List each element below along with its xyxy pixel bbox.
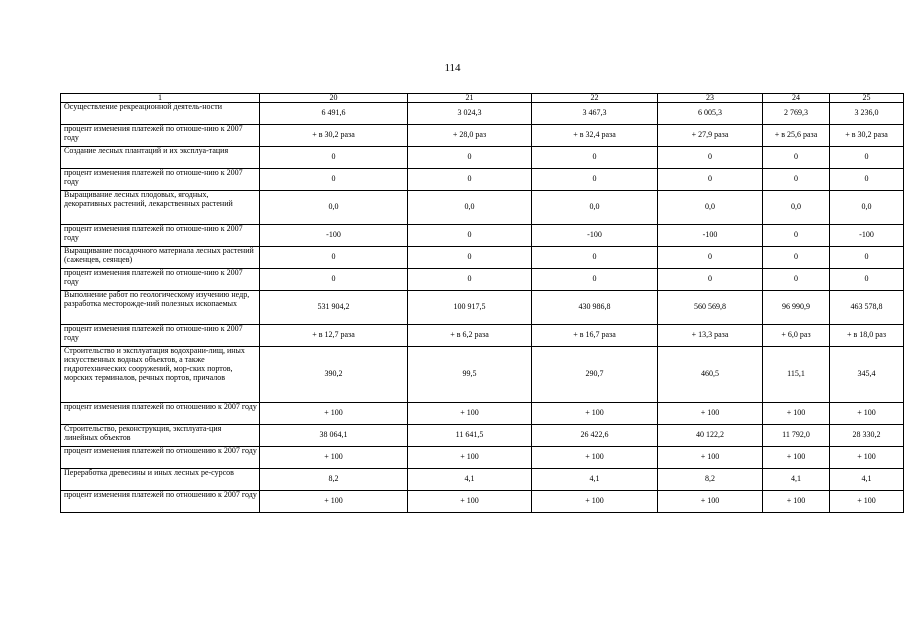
table-row [61, 191, 904, 225]
table-row [61, 147, 904, 169]
table-cell: 0 [532, 147, 658, 169]
row-label: процент изменения платежей по отноше-нию к 2007 году [61, 125, 260, 147]
table-cell: 0 [658, 147, 763, 169]
row-label: процент изменения платежей по отноше-нию к 2007 году [61, 325, 260, 347]
table-cell: + 100 [830, 403, 904, 425]
row-label: процент изменения платежей по отношению к 2007 году [61, 447, 260, 469]
table-cell: + 27,9 раза [658, 125, 763, 147]
table-cell: 0 [830, 247, 904, 269]
table-cell: + 100 [658, 403, 763, 425]
table-cell: 11 641,5 [408, 425, 532, 447]
table-row [61, 447, 904, 469]
table-cell: + 100 [260, 403, 408, 425]
header-row [61, 94, 904, 103]
table-cell: 0,0 [830, 191, 904, 225]
table-cell: 0 [408, 247, 532, 269]
table-cell: 115,1 [763, 347, 830, 403]
table-cell: 0 [260, 269, 408, 291]
table-cell: + в 25,6 раза [763, 125, 830, 147]
table-cell: 0 [658, 169, 763, 191]
table-cell: + 100 [830, 447, 904, 469]
row-label: Осуществление рекреационной деятель-ности [61, 103, 260, 125]
page-number: 114 [444, 62, 461, 74]
table-cell: 0 [830, 269, 904, 291]
table-cell: 99,5 [408, 347, 532, 403]
table-cell: 0 [763, 225, 830, 247]
table-cell: 430 986,8 [532, 291, 658, 325]
table-cell: 0,0 [532, 191, 658, 225]
table-cell: 0 [408, 225, 532, 247]
table-cell: 0 [763, 247, 830, 269]
table-cell: 0 [408, 269, 532, 291]
table-row [61, 491, 904, 513]
column-header: 23 [658, 94, 763, 103]
table-cell: + 100 [408, 403, 532, 425]
table-cell: 0 [763, 169, 830, 191]
table-cell: 6 491,6 [260, 103, 408, 125]
table-row [61, 247, 904, 269]
table-cell: -100 [658, 225, 763, 247]
table-cell: 0 [532, 269, 658, 291]
table-cell: 8,2 [658, 469, 763, 491]
table-cell: + в 6,2 раза [408, 325, 532, 347]
table-cell: + 100 [658, 491, 763, 513]
table-cell: -100 [830, 225, 904, 247]
column-header: 21 [408, 94, 532, 103]
row-label: Создание лесных плантаций и их эксплуа-тация [61, 147, 260, 169]
table-cell: 0 [830, 147, 904, 169]
table-cell: 26 422,6 [532, 425, 658, 447]
row-label: процент изменения платежей по отноше-нию к 2007 году [61, 169, 260, 191]
table-row [61, 103, 904, 125]
row-label: процент изменения платежей по отноше-нию к 2007 году [61, 225, 260, 247]
table-cell: 0 [763, 269, 830, 291]
row-label: процент изменения платежей по отношению к 2007 году [61, 491, 260, 513]
table-row [61, 291, 904, 325]
table-cell: + 100 [532, 403, 658, 425]
table-row [61, 469, 904, 491]
table-cell: + в 18,0 раз [830, 325, 904, 347]
row-label: Выращивание посадочного материала лесных растений (саженцев, сеянцев) [61, 247, 260, 269]
table-cell: 100 917,5 [408, 291, 532, 325]
table-row [61, 325, 904, 347]
table-row [61, 403, 904, 425]
table-cell: 0,0 [763, 191, 830, 225]
table-cell: 8,2 [260, 469, 408, 491]
table-cell: 28 330,2 [830, 425, 904, 447]
table-cell: + в 30,2 раза [830, 125, 904, 147]
table-row [61, 347, 904, 403]
table-row [61, 225, 904, 247]
table-cell: 4,1 [830, 469, 904, 491]
table-cell: + 6,0 раз [763, 325, 830, 347]
column-header: 22 [532, 94, 658, 103]
table-cell: + в 32,4 раза [532, 125, 658, 147]
table-cell: 38 064,1 [260, 425, 408, 447]
table-cell: 3 467,3 [532, 103, 658, 125]
table-cell: 40 122,2 [658, 425, 763, 447]
table-cell: + в 12,7 раза [260, 325, 408, 347]
table-cell: 0 [532, 247, 658, 269]
table-cell: + 100 [532, 491, 658, 513]
table-cell: 3 236,0 [830, 103, 904, 125]
table-cell: + 100 [658, 447, 763, 469]
table-cell: + 100 [830, 491, 904, 513]
table-cell: 96 990,9 [763, 291, 830, 325]
table-cell: 0 [532, 169, 658, 191]
row-label: Выполнение работ по геологическому изучению недр, разработка месторожде-ний полезных ископаемых [61, 291, 260, 325]
table-cell: -100 [532, 225, 658, 247]
table-cell: 0 [260, 147, 408, 169]
table-cell: 0 [830, 169, 904, 191]
column-header: 1 [61, 94, 260, 103]
row-label: Переработка древесины и иных лесных ре-сурсов [61, 469, 260, 491]
table-cell: + 100 [763, 491, 830, 513]
table-cell: + в 16,7 раза [532, 325, 658, 347]
row-label: Строительство и эксплуатация водохрани-лищ, иных искусственных водных объектов, а также гидротехнических сооружений, мор-ских портов, морских терминалов, речных портов, причалов [61, 347, 260, 403]
table-cell: 0 [658, 269, 763, 291]
table-cell: 345,4 [830, 347, 904, 403]
row-label: Строительство, реконструкция, эксплуата-ция линейных объектов [61, 425, 260, 447]
table-cell: 0,0 [408, 191, 532, 225]
table-cell: 0 [408, 147, 532, 169]
table-cell: + 28,0 раз [408, 125, 532, 147]
table-cell: 460,5 [658, 347, 763, 403]
table-row [61, 125, 904, 147]
column-header: 25 [830, 94, 904, 103]
table-cell: 4,1 [763, 469, 830, 491]
table-cell: + 100 [260, 447, 408, 469]
table-cell: 463 578,8 [830, 291, 904, 325]
table-cell: 4,1 [532, 469, 658, 491]
row-label: процент изменения платежей по отноше-нию к 2007 году [61, 269, 260, 291]
table-row [61, 269, 904, 291]
table-cell: + 100 [532, 447, 658, 469]
table-cell: 0 [658, 247, 763, 269]
row-label: Выращивание лесных плодовых, ягодных, декоративных растений, лекарственных растений [61, 191, 260, 225]
table-cell: 0 [763, 147, 830, 169]
table-cell: 0 [260, 169, 408, 191]
table-cell: + 100 [408, 447, 532, 469]
column-header: 24 [763, 94, 830, 103]
table-cell: + 13,3 раза [658, 325, 763, 347]
table-cell: + 100 [260, 491, 408, 513]
table-cell: 4,1 [408, 469, 532, 491]
table-cell: 531 904,2 [260, 291, 408, 325]
table-cell: 2 769,3 [763, 103, 830, 125]
table-row [61, 169, 904, 191]
table-cell: 3 024,3 [408, 103, 532, 125]
table-row [61, 425, 904, 447]
table-cell: 290,7 [532, 347, 658, 403]
table-cell: 11 792,0 [763, 425, 830, 447]
row-label: процент изменения платежей по отношению к 2007 году [61, 403, 260, 425]
table-cell: 0,0 [260, 191, 408, 225]
payments-table [60, 93, 904, 513]
table-cell: 0 [408, 169, 532, 191]
table-cell: + 100 [763, 447, 830, 469]
table-cell: 560 569,8 [658, 291, 763, 325]
table-cell: 0,0 [658, 191, 763, 225]
table-cell: + в 30,2 раза [260, 125, 408, 147]
table-cell: 0 [260, 247, 408, 269]
table-cell: + 100 [763, 403, 830, 425]
column-header: 20 [260, 94, 408, 103]
table-cell: -100 [260, 225, 408, 247]
table-cell: 390,2 [260, 347, 408, 403]
table-cell: + 100 [408, 491, 532, 513]
table-cell: 6 005,3 [658, 103, 763, 125]
